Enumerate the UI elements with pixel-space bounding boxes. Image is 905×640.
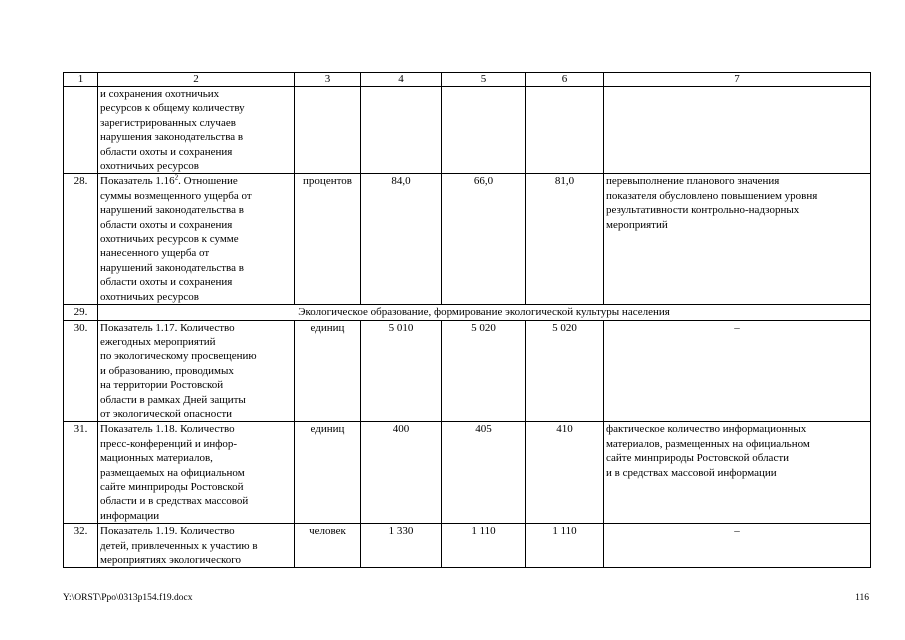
unit-cell: единиц	[295, 320, 361, 422]
section-title: Экологическое образование, формирование экологической культуры населения	[98, 305, 871, 320]
header-cell: 6	[526, 73, 604, 87]
indicator-name: Показатель 1.18. Количество пресс-конференций и инфор- мационных материалов, размещаемых на официальном сайте минприроды Ростовской области и в средствах массовой информации	[98, 422, 295, 524]
unit-cell: человек	[295, 524, 361, 568]
page-number: 116	[855, 593, 869, 603]
row-number	[64, 87, 98, 174]
unit-cell	[295, 87, 361, 174]
header-cell: 1	[64, 73, 98, 87]
indicator-name: и сохранения охотничьих ресурсов к общему количеству зарегистрированных случаев нарушения законодательства в области охоты и сохранения охотничьих ресурсов	[98, 87, 295, 174]
note-cell	[604, 87, 871, 174]
row-number: 29.	[64, 305, 98, 320]
table-header-row	[64, 73, 871, 87]
indicator-prefix: Показатель 1.16	[100, 175, 175, 188]
value-cell	[361, 87, 442, 174]
row-number: 30.	[64, 320, 98, 422]
header-cell: 5	[442, 73, 526, 87]
value-cell	[526, 87, 604, 174]
value-cell: 400	[361, 422, 442, 524]
header-cell: 7	[604, 73, 871, 87]
table-row	[64, 320, 871, 422]
header-cell: 2	[98, 73, 295, 87]
indicator-name: Показатель 1.19. Количество детей, привлеченных к участию в мероприятиях экологического	[98, 524, 295, 568]
value-cell	[442, 87, 526, 174]
table-row	[64, 174, 871, 305]
value-cell: 1 330	[361, 524, 442, 568]
value-cell: 405	[442, 422, 526, 524]
value-cell: 66,0	[442, 174, 526, 305]
unit-cell: процентов	[295, 174, 361, 305]
value-cell: 5 010	[361, 320, 442, 422]
row-number: 32.	[64, 524, 98, 568]
note-cell: фактическое количество информационных материалов, размещенных на официальном сайте минприроды Ростовской области и в средствах массовой информации	[604, 422, 871, 524]
value-cell: 410	[526, 422, 604, 524]
value-cell: 5 020	[442, 320, 526, 422]
indicator-name: Показатель 1.17. Количество ежегодных мероприятий по экологическому просвещению и образованию, проводимых на территории Ростовской области в рамках Дней защиты от экологической опасности	[98, 320, 295, 422]
value-cell: 84,0	[361, 174, 442, 305]
section-row	[64, 305, 871, 320]
note-cell: –	[604, 524, 871, 568]
value-cell: 81,0	[526, 174, 604, 305]
file-path: Y:\ORST\Ppo\0313p154.f19.docx	[63, 593, 193, 603]
indicator-text: . Отношение суммы возмещенного ущерба от нарушений законодательства в области охоты и сохранения охотничьих ресурсов к сумме нанесенного ущерба от нарушений законодательства в области охоты и сохранения охотничьих ресурсов	[100, 175, 252, 303]
table-row	[64, 524, 871, 568]
unit-cell: единиц	[295, 422, 361, 524]
value-cell: 1 110	[526, 524, 604, 568]
header-cell: 3	[295, 73, 361, 87]
table-row	[64, 422, 871, 524]
value-cell: 5 020	[526, 320, 604, 422]
row-number: 31.	[64, 422, 98, 524]
note-cell: перевыполнение планового значения показателя обусловлено повышением уровня результативности контрольно-надзорных мероприятий	[604, 174, 871, 305]
table-row	[64, 87, 871, 174]
row-number: 28.	[64, 174, 98, 305]
indicator-name	[98, 174, 295, 305]
value-cell: 1 110	[442, 524, 526, 568]
header-cell: 4	[361, 73, 442, 87]
footnote-mark: 2	[174, 173, 179, 182]
indicator-table	[63, 72, 871, 568]
note-cell: –	[604, 320, 871, 422]
